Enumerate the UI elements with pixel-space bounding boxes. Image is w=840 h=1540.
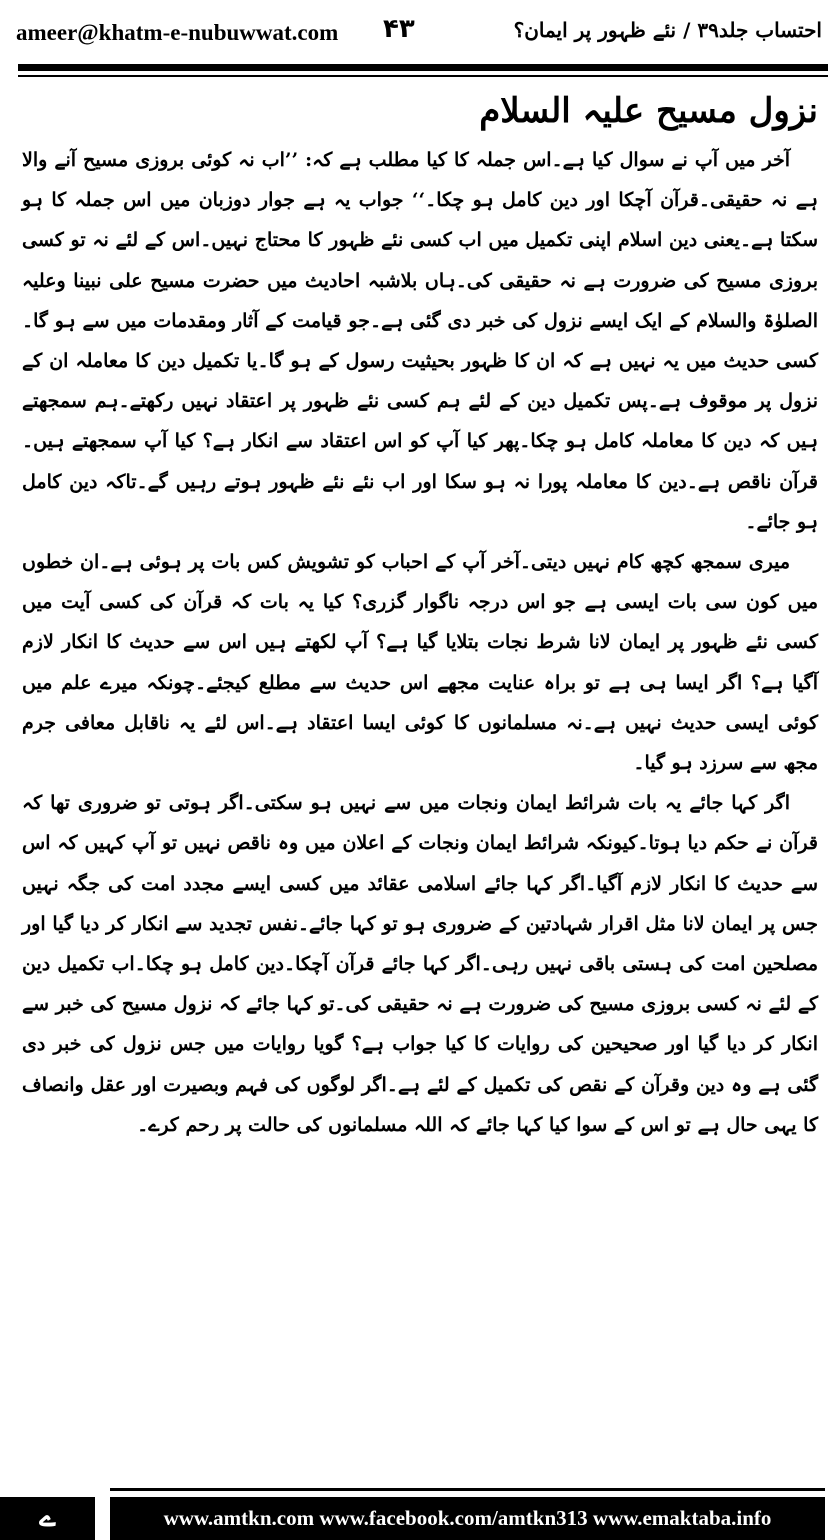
page-header (0, 0, 840, 60)
footer-page-marker: ے (39, 1500, 56, 1533)
running-title: احتساب جلد۳۹ / نئے ظہور پر ایمان؟ (513, 18, 822, 42)
email-address: ameer@khatm-e-nubuwwat.com (16, 20, 339, 45)
header-rule-thick (18, 64, 828, 71)
footer-links[interactable]: www.amtkn.com www.facebook.com/amtkn313 www.emaktaba.info (110, 1497, 825, 1540)
section-title: نزول مسیح علیہ السلام (479, 91, 818, 131)
page-number: ۴۳ (383, 14, 415, 44)
paragraph: آخر میں آپ نے سوال کیا ہے۔اس جملہ کا کیا مطلب ہے کہ: ’’اب نہ کوئی بروزی مسیح آنے والا ہے نہ حقیقی۔قرآن آچکا اور دین کامل ہو چکا۔‘‘ جواب یہ ہے جوار دوزبان میں اس جملہ کا ہو سکتا ہے۔یعنی دین اسلام اپنی تکمیل میں اب کسی نئے ظہور کا محتاج نہیں۔اس کے لئے نہ تو کسی بروزی مسیح کی ضرورت ہے نہ حقیقی کی۔ہاں بلاشبہ احادیث میں حضرت مسیح علی نبینا وعلیہ الصلوٰۃ والسلام کے ایک ایسے نزول کی خبر دی گئی ہے۔جو قیامت کے آثار ومقدمات میں سے ہو گا۔کسی حدیث میں یہ نہیں ہے کہ ان کا ظہور بحیثیت رسول کے ہو گا۔یا تکمیل دین کا معاملہ ان کے نزول پر موقوف ہے۔پس تکمیل دین کے لئے ہم کسی نئے ظہور پر اعتقاد نہیں رکھتے۔ہم سمجھتے ہیں کہ دین کا معاملہ کامل ہو چکا۔پھر کیا آپ کو اس اعتقاد سے انکار ہے؟ کیا آپ سمجھتے ہیں۔قرآن ناقص ہے۔دین کا معاملہ پورا نہ ہو سکا اور اب نئے نئے ظہور ہوتے رہیں گے۔تاکہ دین کامل ہو جائے۔ (22, 149, 819, 533)
paragraph: اگر کہا جائے یہ بات شرائط ایمان ونجات میں سے نہیں ہو سکتی۔اگر ہوتی تو ضروری تھا کہ قرآن نے حکم دیا ہوتا۔کیونکہ شرائط ایمان ونجات کے اعلان میں وہ ناقص نہیں تو آپ کہیں کہ اس سے حدیث کا انکار لازم آگیا۔اگر کہا جائے اسلامی عقائد میں کسی ایسے مجدد امت کی جگہ نہیں جس پر ایمان لانا مثل اقرار شہادتین کے ضروری ہو تو کہا جائے۔نفس تجدید سے انکار کر دیا گیا اور مصلحین امت کی ہستی باقی نہیں رہی۔اگر کہا جائے قرآن آچکا۔دین کامل ہو چکا۔اب تکمیل دین کے لئے نہ کسی بروزی مسیح کی ضرورت ہے نہ حقیقی کی۔تو کہا جائے کہ نزول مسیح کی خبر سے انکار کر دیا گیا اور صحیحین کی روایات کا کیا جواب ہے؟ گویا روایات میں جس نزول کی خبر دی گئی ہے وہ دین وقرآن کے نقص کی تکمیل کے لئے ہے۔اگر لوگوں کی فہم وبصیرت اور عقل وانصاف کا یہی حال ہے تو اس کے سوا کیا کہا جائے کہ اللہ مسلمانوں کی حالت پر رحم کرے۔ (22, 792, 818, 1136)
header-rule-thin (18, 75, 828, 77)
paragraph: میری سمجھ کچھ کام نہیں دیتی۔آخر آپ کے احباب کو تشویش کس بات پر ہوئی ہے۔ان خطوں میں کون سی بات ایسی ہے جو اس درجہ ناگوار گزری؟ کیا یہ بات کہ قرآن کی کسی آیت میں کسی نئے ظہور پر ایمان لانا شرط نجات بتلایا گیا ہے؟ آپ لکھتے ہیں اس سے حدیث کا انکار لازم آگیا ہے؟ اگر ایسا ہی ہے تو براہ عنایت مجھے اس حدیث سے مطلع کیجئے۔چونکہ میرے علم میں کوئی ایسی حدیث نہیں ہے۔نہ مسلمانوں کا کوئی ایسا اعتقاد ہے۔اس لئے یہ ناقابل معافی جرم مجھ سے سرزد ہو گیا۔ (22, 551, 818, 775)
footer-rule (110, 1488, 825, 1491)
body-text (22, 140, 818, 1145)
